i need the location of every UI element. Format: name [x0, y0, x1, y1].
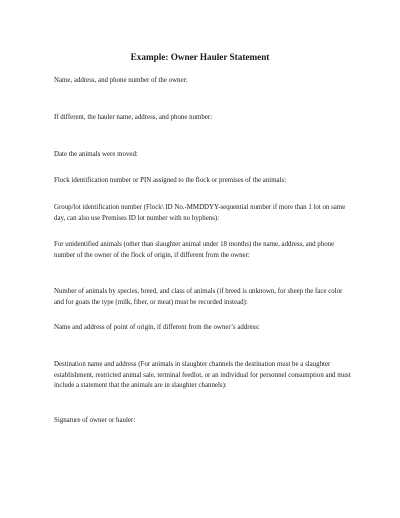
field-owner-contact: Name, address, and phone number of the owner:: [54, 77, 188, 84]
field-hauler-contact: If different, the hauler name, address, and phone number:: [54, 114, 213, 121]
document-title: Example: Owner Hauler Statement: [130, 52, 270, 62]
field-move-date: Date the animals were moved:: [54, 151, 138, 158]
field-number-of-animals: Number of animals by species, breed, and class of animals (if breed is unknown, for sheep the face color and for goats the type (milk, fiber, or meat) must be recorded instead):: [54, 288, 343, 306]
field-flock-id: Flock identification number or PIN assigned to the flock or premises of the animals:: [54, 177, 287, 184]
field-destination: Destination name and address (For animals in slaughter channels the destination must be a slaughter establishment, restricted animal sale, terminal feedlot, or an individual for personnel consumption and must include a statement that the animals are in slaughter channels):: [54, 361, 351, 389]
field-point-of-origin: Name and address of point of origin, if different from the owner’s address:: [54, 324, 260, 331]
field-unidentified-animals: For unidentified animals (other than slaughter animal under 18 months) the name, address, and phone number of the owner of the flock of origin, if different from the owner:: [54, 241, 335, 259]
field-group-lot-id: Group/lot identification number (Flock\ ID No.-MMDDYY-sequential number if more than 1 lot on same day, can also use Premises ID lot number with no hyphens):: [54, 204, 346, 222]
field-signature: Signature of owner or hauler:: [54, 417, 136, 424]
